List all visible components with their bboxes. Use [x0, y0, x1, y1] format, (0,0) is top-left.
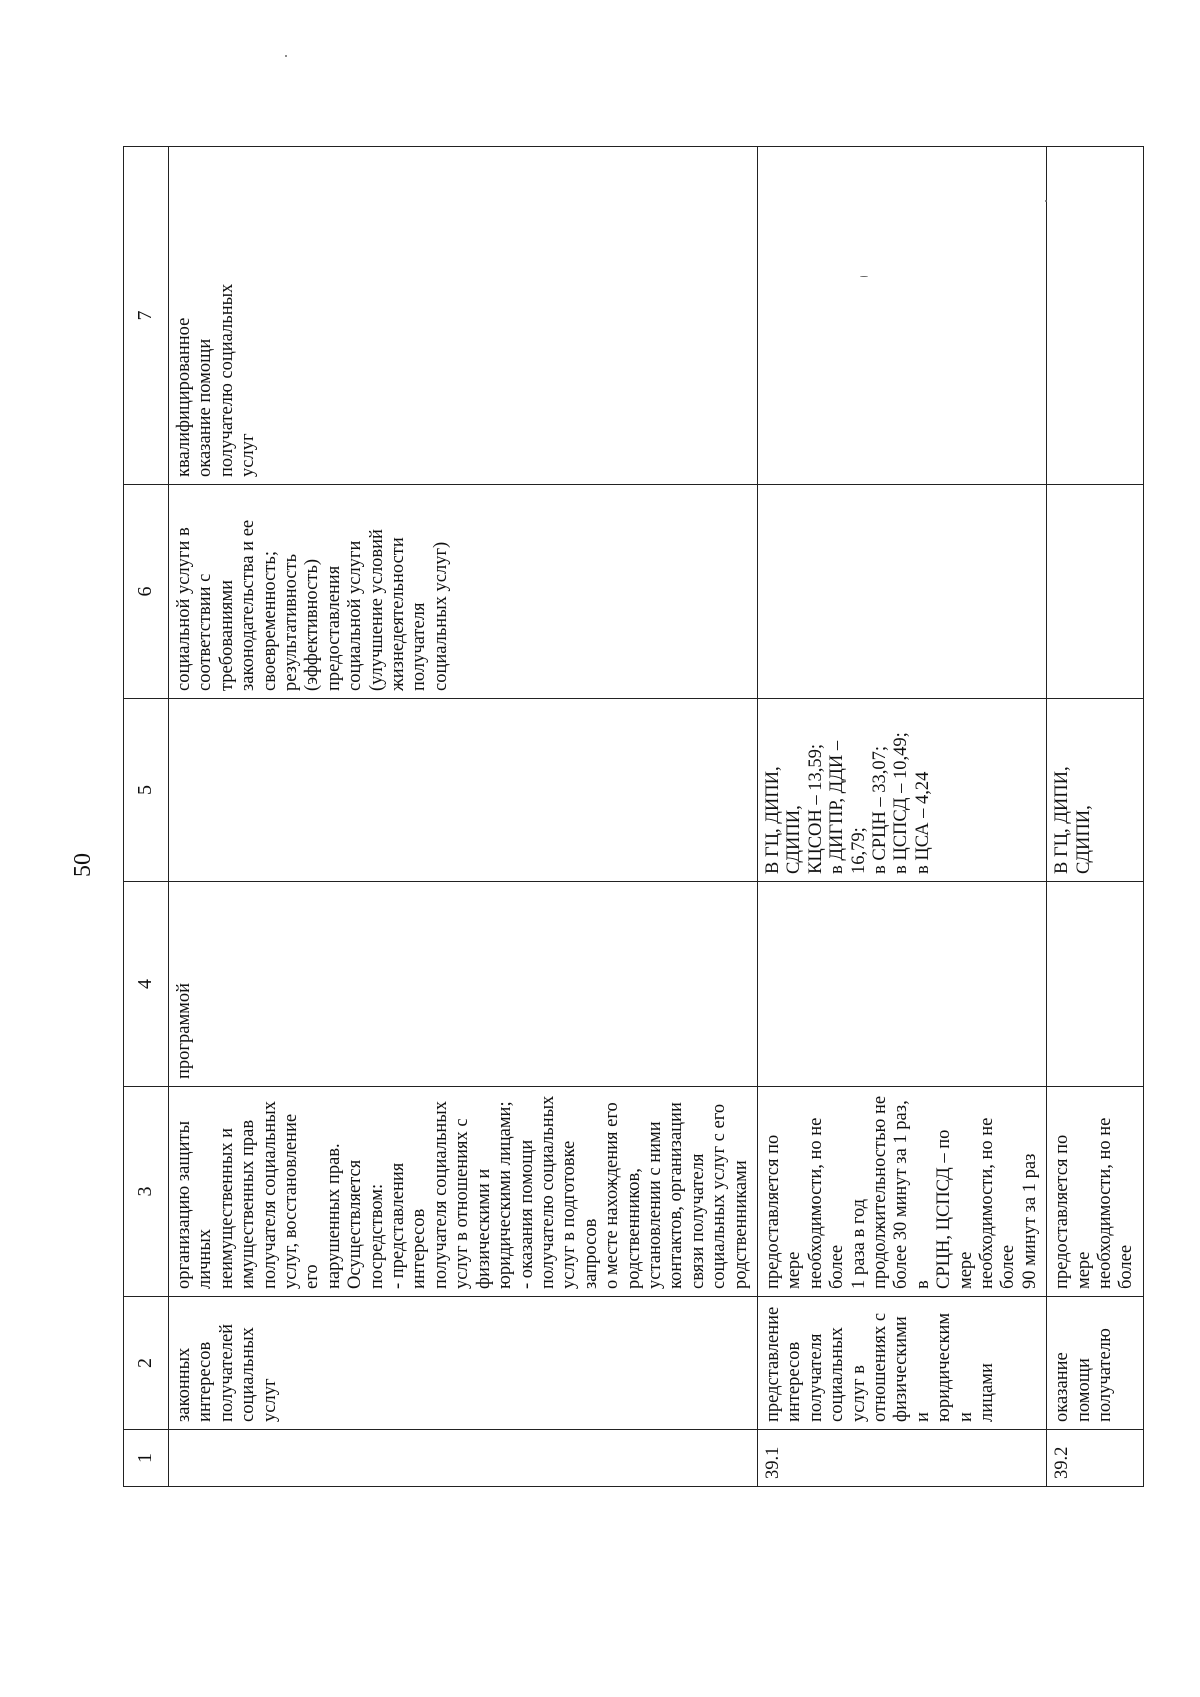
- service-name-cell: оказание помощи получателю: [1047, 1297, 1144, 1430]
- volume-cell: программой: [169, 882, 758, 1087]
- quality-indicator-cell: [1047, 485, 1144, 699]
- column-header-3: 3: [124, 1087, 169, 1297]
- scan-speck: [1045, 200, 1047, 202]
- row-number-cell: 39.1: [757, 1430, 1046, 1487]
- row-number-cell: [169, 1430, 758, 1487]
- volume-cell: [1047, 882, 1144, 1087]
- services-table: [123, 146, 1144, 1487]
- scan-speck: [285, 55, 287, 57]
- service-description-cell: организацию защиты личных неимущественных и имущественных прав получателя социальных услуг, восстановление его нарушенных прав. Осуществляется посредством: - представления интересов получателя социальных услуг в отношениях с физическими и юридическими лицами; - оказания помощи получателю социальных услуг в подготовке запросов о месте нахождения его родственников, установлении с ними контактов, организации связи получателя социальных услуг с его родственниками: [169, 1087, 758, 1297]
- conditions-cell: [1047, 147, 1144, 485]
- column-header-4: 4: [124, 882, 169, 1087]
- row-number-cell: 39.2: [1047, 1430, 1144, 1487]
- service-description-cell: предоставляется по мере необходимости, но не более 1 раза в год продолжительностью не более 30 минут за 1 раз, в СРЦН, ЦСПСД – по мере необходимости, но не более 90 минут за 1 раз: [757, 1087, 1046, 1297]
- quality-indicator-cell: социальной услуги в соответствии с требованиями законодательства и ее своевременность; результативность (эффективность) предоставления социальной услуги (улучшение условий жизнедеятельности получателя социальных услуг): [169, 485, 758, 699]
- tariff-cell: [169, 699, 758, 882]
- column-header-5: 5: [124, 699, 169, 882]
- conditions-cell: [757, 147, 1046, 485]
- quality-indicator-cell: [757, 485, 1046, 699]
- tariff-cell: В ГЦ, ДИПИ, СДИПИ,: [1047, 699, 1144, 882]
- scan-speck: [860, 276, 868, 277]
- service-name-cell: представление интересов получателя социальных услуг в отношениях с физическими и юридическими лицами: [757, 1297, 1046, 1430]
- column-header-6: 6: [124, 485, 169, 699]
- column-header-1: 1: [124, 1430, 169, 1487]
- table-row: [757, 147, 1046, 1487]
- table-row: [1047, 147, 1144, 1487]
- volume-cell: [757, 882, 1046, 1087]
- tariff-cell: В ГЦ, ДИПИ, СДИПИ, КЦСОН – 13,59; в ДИГПР, ДДИ – 16,79; в СРЦН – 33,07; в ЦСПСД – 10,49; в ЦСА – 4,24: [757, 699, 1046, 882]
- column-header-2: 2: [124, 1297, 169, 1430]
- table-row: [169, 147, 758, 1487]
- header-row: [124, 147, 169, 1487]
- service-description-cell: предоставляется по мере необходимости, но не более: [1047, 1087, 1144, 1297]
- conditions-cell: квалифицированное оказание помощи получателю социальных услуг: [169, 147, 758, 485]
- page-number: 50: [70, 853, 96, 877]
- column-header-7: 7: [124, 147, 169, 485]
- service-name-cell: законных интересов получателей социальных услуг: [169, 1297, 758, 1430]
